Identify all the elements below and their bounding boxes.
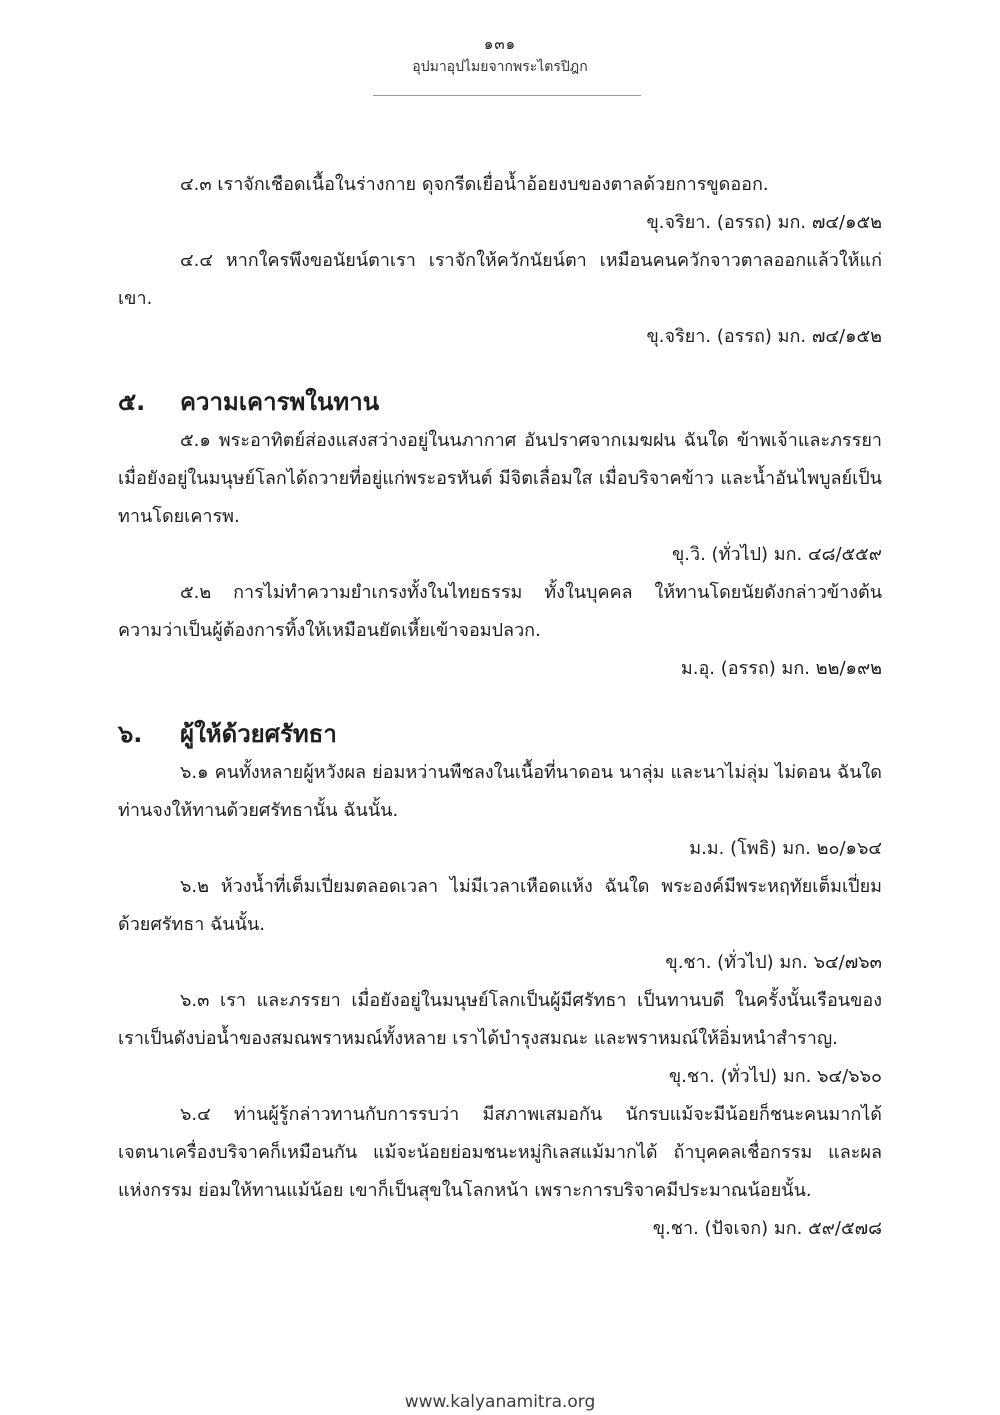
reference-6-1: ม.ม. (โพธิ) มก. ๒๐/๑๖๔	[689, 838, 882, 859]
section-number: ๕.	[118, 388, 146, 416]
reference-5-1: ขุ.วิ. (ทั่วไป) มก. ๔๘/๕๕๙	[671, 544, 882, 565]
page-header	[0, 34, 1000, 78]
reference-4-3: ขุ.จริยา. (อรรถ) มก. ๗๔/๑๕๒	[646, 212, 882, 233]
paragraph-6-1: ๖.๑ คนทั้งหลายผู้หวังผล ย่อมหว่านพืชลงในเนื้อที่นาดอน นาลุ่ม และนาไม่ลุ่ม ไม่ดอน ฉันใด ท่านจงให้ทานด้วยศรัทธานั้น ฉันนั้น.	[118, 762, 882, 821]
paragraph-4-4: ๔.๔ หากใครพึงขอนัยน์ตาเรา เราจักให้ควักนัยน์ตา เหมือนคนควักจาวตาลออกแล้วให้แก่เขา.	[118, 250, 882, 309]
section-heading-5	[118, 382, 882, 422]
book-title: อุปมาอุปไมยจากพระไตรปิฎก	[412, 59, 588, 75]
section-number: ๖.	[118, 720, 143, 748]
section-title: ผู้ให้ด้วยศรัทธา	[180, 720, 337, 748]
paragraph-5-1: ๕.๑ พระอาทิตย์ส่องแสงสว่างอยู่ในนภากาศ อันปราศจากเมฆฝน ฉันใด ข้าพเจ้าและภรรยา เมื่อยังอยู่ในมนุษย์โลกได้ถวายที่อยู่แก่พระอรหันต์ มีจิตเลื่อมใส เมื่อบริจาคข้าว และน้ำอันไพบูลย์เป็นทานโดยเคารพ.	[118, 430, 882, 527]
paragraph-6-2: ๖.๒ ห้วงน้ำที่เต็มเปี่ยมตลอดเวลา ไม่มีเวลาเหือดแห้ง ฉันใด พระองค์มีพระหฤทัยเต็มเปี่ยมด้วยศรัทธา ฉันนั้น.	[118, 876, 882, 935]
paragraph-6-4: ๖.๔ ท่านผู้รู้กล่าวทานกับการรบว่า มีสภาพเสมอกัน นักรบแม้จะมีน้อยก็ชนะคนมากได้ เจตนาเครื่องบริจาคก็เหมือนกัน แม้จะน้อยย่อมชนะหมู่กิเลสแม้มากได้ ถ้าบุคคลเชื่อกรรม และผลแห่งกรรม ย่อมให้ทานแม้น้อย เขาก็เป็นสุขในโลกหน้า เพราะการบริจาคมีประมาณน้อยนั้น.	[118, 1104, 882, 1201]
reference-6-3: ขุ.ชา. (ทั่วไป) มก. ๖๔/๖๖๐	[668, 1066, 882, 1087]
reference-4-4: ขุ.จริยา. (อรรถ) มก. ๗๔/๑๕๒	[646, 326, 882, 347]
header-divider	[373, 95, 641, 96]
page-body	[118, 166, 882, 1248]
reference-6-4: ขุ.ชา. (ปัจเจก) มก. ๕๙/๕๗๘	[652, 1218, 882, 1239]
reference-5-2: ม.อุ. (อรรถ) มก. ๒๒/๑๙๒	[680, 658, 882, 679]
section-title: ความเคารพในทาน	[180, 388, 380, 416]
section-heading-6	[118, 714, 882, 754]
footer-website: www.kalyanamitra.org	[404, 1392, 596, 1412]
page-number: ๑๓๑	[483, 35, 517, 53]
paragraph-6-3: ๖.๓ เรา และภรรยา เมื่อยังอยู่ในมนุษย์โลกเป็นผู้มีศรัทธา เป็นทานบดี ในครั้งนั้นเรือนของเราเป็นดังบ่อน้ำของสมณพราหมณ์ทั้งหลาย เราได้บำรุงสมณะ และพราหมณ์ให้อิ่มหนำสำราญ.	[118, 990, 882, 1049]
paragraph-4-3: ๔.๓ เราจักเชือดเนื้อในร่างกาย ดุจกรีดเยื่อน้ำอ้อยงบของตาลด้วยการขูดออก.	[180, 174, 769, 195]
reference-6-2: ขุ.ชา. (ทั่วไป) มก. ๖๔/๗๖๓	[665, 952, 882, 973]
paragraph-5-2: ๕.๒ การไม่ทำความยำเกรงทั้งในไทยธรรม ทั้งในบุคคล ให้ทานโดยนัยดังกล่าวข้างต้น ความว่าเป็นผู้ต้องการทิ้งให้เหมือนยัดเหี้ยเข้าจอมปลวก.	[118, 582, 882, 641]
